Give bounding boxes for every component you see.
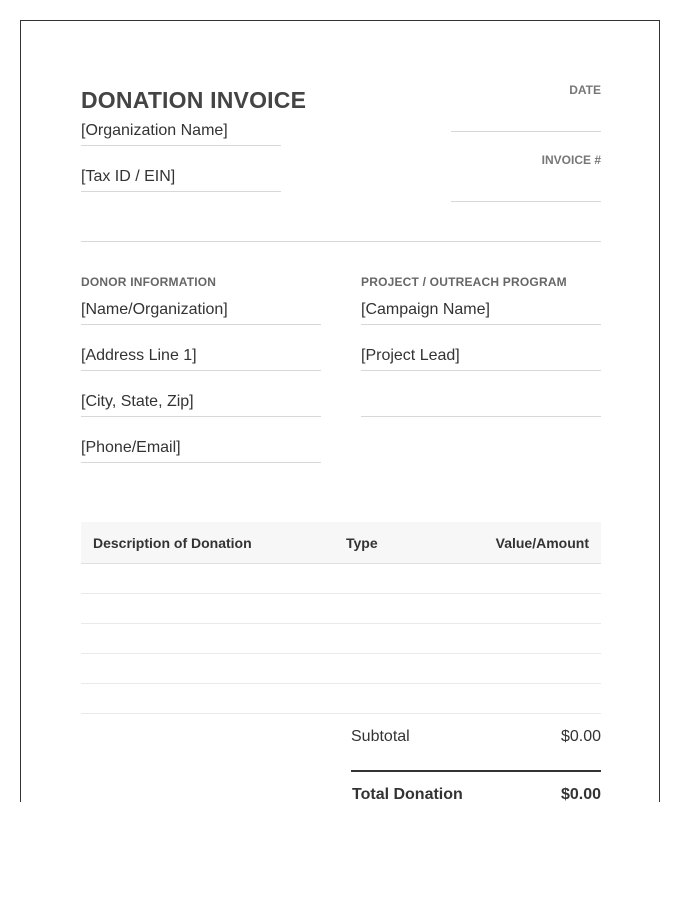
subtotal-label: Subtotal [351, 728, 410, 745]
invoice-title: DONATION INVOICE [81, 87, 307, 113]
donor-address-field[interactable]: [Address Line 1] [81, 347, 321, 371]
invoice-number-label: INVOICE # [541, 153, 601, 167]
subtotal-value: $0.00 [560, 728, 601, 745]
date-label: DATE [569, 83, 601, 97]
total-donation-label: Total Donation [352, 786, 463, 802]
table-row[interactable] [81, 653, 601, 654]
donation-table-header [81, 522, 601, 564]
donor-contact-field[interactable]: [Phone/Email] [81, 439, 321, 463]
table-row[interactable] [81, 593, 601, 594]
donor-information-label: DONOR INFORMATION [81, 275, 217, 289]
column-type: Type [346, 535, 378, 551]
column-value-amount: Value/Amount [495, 535, 589, 551]
tax-id-field[interactable]: [Tax ID / EIN] [81, 168, 281, 192]
donor-name-field[interactable]: [Name/Organization] [81, 301, 321, 325]
column-description: Description of Donation [93, 535, 252, 551]
invoice-number-field[interactable] [451, 177, 601, 202]
invoice-page [20, 20, 660, 802]
total-rule [351, 770, 601, 772]
table-row[interactable] [81, 623, 601, 624]
campaign-name-field[interactable]: [Campaign Name] [361, 301, 601, 325]
project-extra-field[interactable] [361, 393, 601, 417]
date-field[interactable] [451, 107, 601, 132]
table-row[interactable] [81, 713, 601, 714]
table-row[interactable] [81, 683, 601, 684]
project-lead-field[interactable]: [Project Lead] [361, 347, 601, 371]
project-program-label: PROJECT / OUTREACH PROGRAM [361, 275, 567, 289]
section-divider [81, 241, 601, 242]
total-donation-value: $0.00 [560, 786, 601, 802]
donor-city-field[interactable]: [City, State, Zip] [81, 393, 321, 417]
organization-name-field[interactable]: [Organization Name] [81, 122, 281, 146]
